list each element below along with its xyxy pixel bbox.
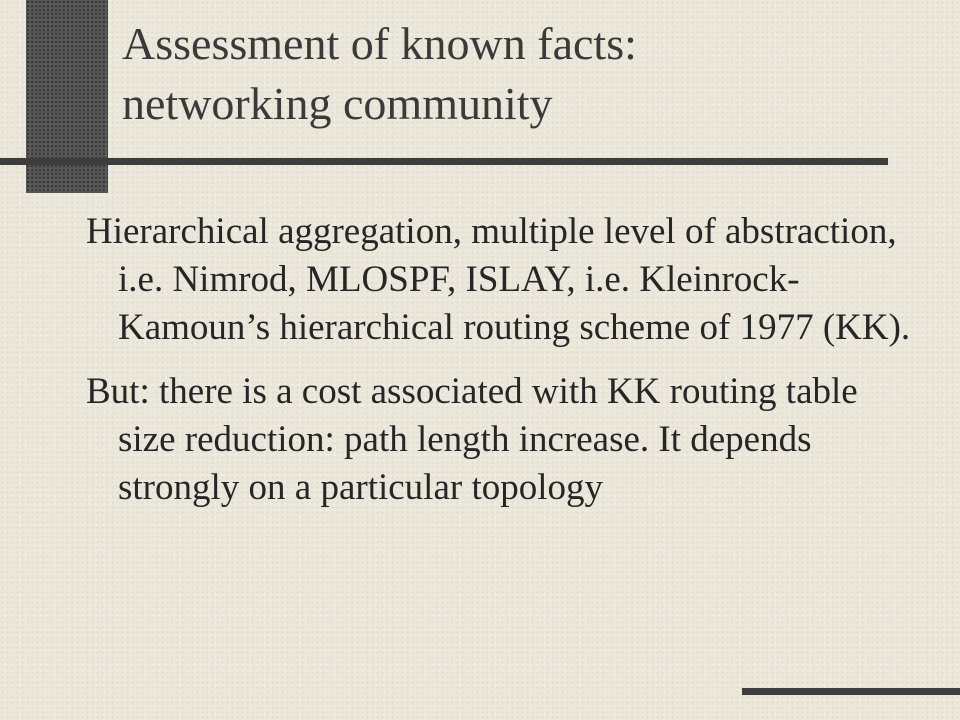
bullet-list [86, 208, 916, 528]
bullet-item-cost-tradeoff: But: there is a cost associated with KK routing table size reduction: path length increase. It depends strongly on a particular topology [86, 371, 858, 508]
footer-divider [742, 688, 960, 695]
bullet-item-hierarchical-aggregation: Hierarchical aggregation, multiple level of abstraction, i.e. Nimrod, MLOSPF, ISLAY, i.e. Kleinrock-Kamoun’s hierarchical routing scheme of 1977 (KK). [86, 211, 911, 348]
title-line-1: Assessment of known facts: [122, 18, 637, 69]
slide-title [122, 14, 892, 134]
title-line-2: networking community [122, 78, 553, 129]
title-divider [0, 158, 888, 165]
